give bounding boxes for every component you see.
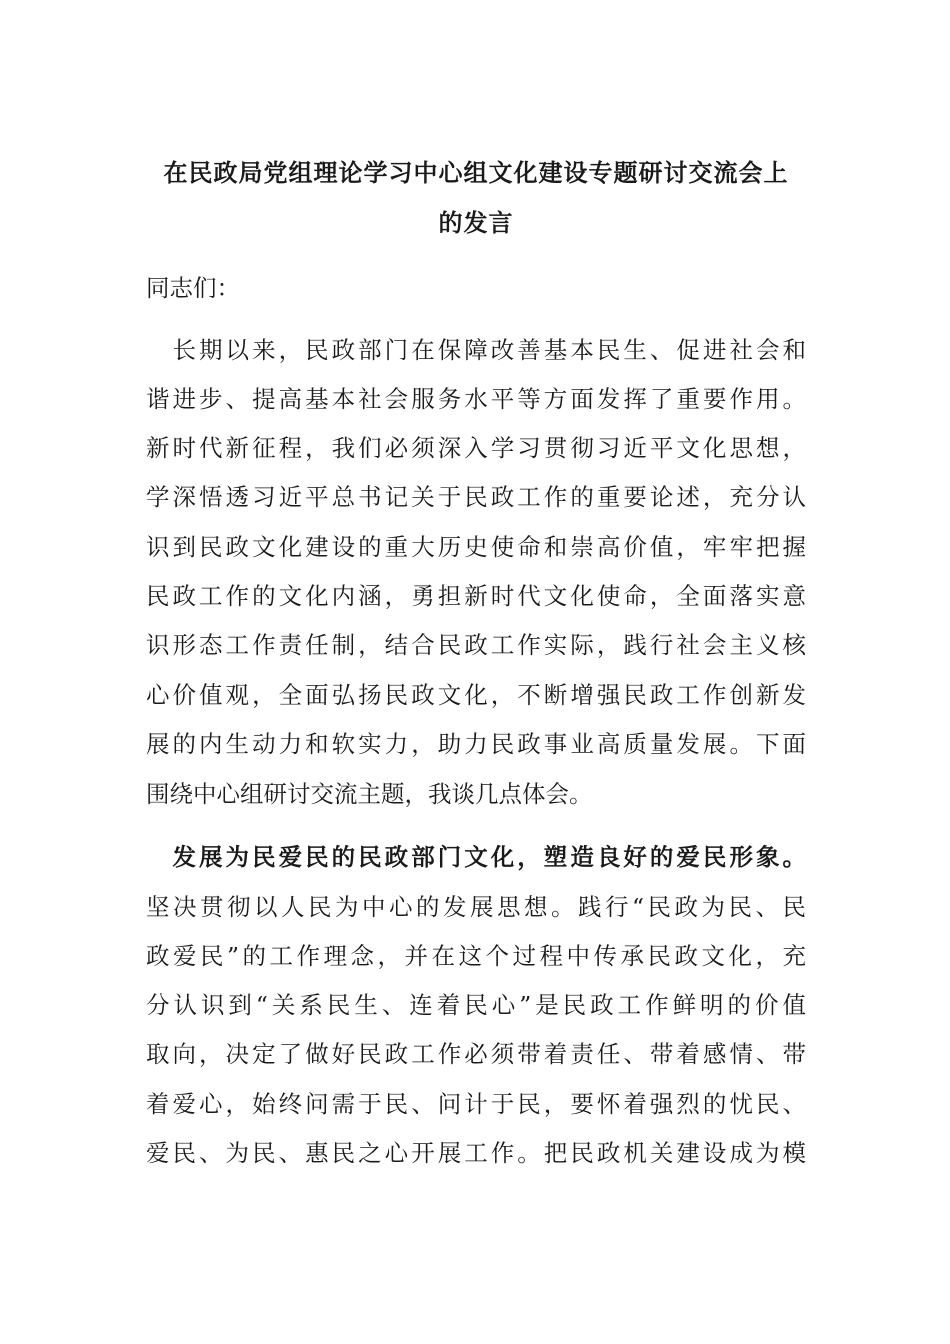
paragraph-2-heading-line: [146, 840, 806, 874]
paragraph-1-line: 识到民政文化建设的重大历史使命和崇高价值，牢牢把握: [146, 533, 806, 561]
paragraph-1-line: 新时代新征程，我们必须深入学习贯彻习近平文化思想，: [146, 434, 806, 462]
paragraph-1-line: 学深悟透习近平总书记关于民政工作的重要论述，充分认: [146, 483, 806, 511]
paragraph-1-line: 展的内生动力和软实力，助力民政事业高质量发展。下面: [146, 730, 806, 758]
paragraph-2-line: 分认识到“关系民生、连着民心”是民政工作鲜明的价值: [146, 991, 806, 1019]
paragraph-1-line: 长期以来，民政部门在保障改善基本民生、促进社会和: [146, 336, 806, 364]
paragraph-1-line: 识形态工作责任制，结合民政工作实际，践行社会主义核: [146, 631, 806, 659]
paragraph-2-line: 取向，决定了做好民政工作必须带着责任、带着感情、带: [146, 1040, 806, 1068]
paragraph-1-line: 围绕中心组研讨交流主题，我谈几点体会。: [146, 780, 593, 808]
paragraph-1-line: 民政工作的文化内涵，勇担新时代文化使命，全面落实意: [146, 582, 806, 610]
paragraph-2-heading: 发展为民爱民的民政部门文化，塑造良好的爱民形象。: [146, 843, 806, 871]
paragraph-2-line: 政爱民”的工作理念，并在这个过程中传承民政文化，充: [146, 942, 806, 970]
paragraph-2-line: 坚决贯彻以人民为中心的发展思想。践行“民政为民、民: [146, 893, 806, 921]
paragraph-2-line: 爱民、为民、惠民之心开展工作。把民政机关建设成为模: [146, 1139, 806, 1167]
salutation: 同志们：: [146, 274, 240, 302]
document-title: [146, 148, 806, 248]
title-line-1: 在民政局党组理论学习中心组文化建设专题研讨交流会上: [163, 159, 789, 187]
paragraph-1-line: 心价值观，全面弘扬民政文化，不断增强民政工作创新发: [146, 681, 806, 709]
title-line-2: 的发言: [438, 209, 514, 237]
paragraph-2-line: 着爱心，始终问需于民、问计于民，要怀着强烈的忧民、: [146, 1090, 806, 1118]
paragraph-1-line: 谐进步、提高基本社会服务水平等方面发挥了重要作用。: [146, 385, 806, 413]
